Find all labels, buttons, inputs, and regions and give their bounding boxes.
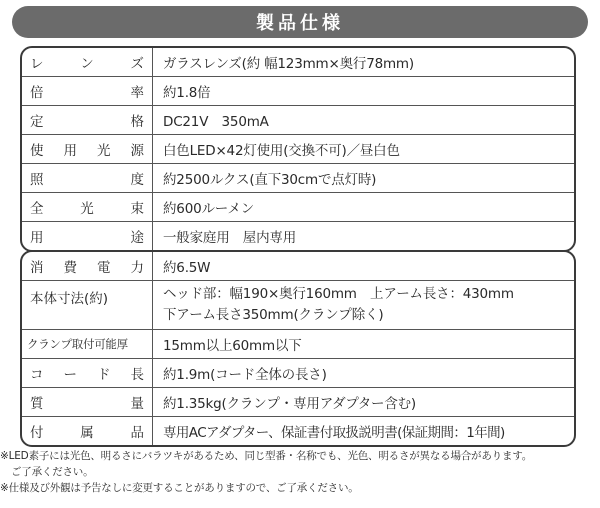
spec-value-size-line2: 下アーム長さ350mm(クランプ除く)	[163, 307, 384, 323]
spec-label-luminous-flux: 全 光 束	[22, 193, 153, 221]
spec-table-body	[20, 250, 576, 447]
spec-label-accessory: 付 属 品	[22, 417, 153, 445]
spec-row-usage	[22, 222, 574, 250]
spec-label-lens: レ ン ズ	[22, 48, 153, 76]
spec-label-illuminance: 照 度	[22, 164, 153, 192]
footnote-led-line2: ご了承ください。	[11, 466, 94, 478]
spec-value-accessory: 専用ACアダプター、保証書付取扱説明書(保証期間：1年間)	[163, 425, 505, 441]
spec-label-size: 本体寸法(約)	[22, 281, 153, 329]
spec-value-cord: 約1.9m(コード全体の長さ)	[163, 367, 327, 383]
spec-label-rating: 定 格	[22, 106, 153, 134]
spec-table-optics	[20, 46, 576, 252]
spec-value-usage: 一般家庭用 屋内専用	[163, 230, 296, 246]
spec-row-clamp	[22, 330, 574, 359]
spec-value-illuminance: 約2500ルクス(直下30cmで点灯時)	[163, 172, 377, 188]
footnote-spec-change: ※仕様及び外観は予告なしに変更することがありますので、ご了承ください。	[0, 482, 359, 494]
spec-row-cord	[22, 359, 574, 388]
title-bar	[12, 6, 588, 38]
spec-label-light-source: 使 用 光 源	[22, 135, 153, 163]
footnote-led-line1: ※LED素子には光色、明るさにバラツキがあるため、同じ型番・名称でも、光色、明るさが異なる場合があります。	[0, 450, 533, 462]
spec-row-accessory	[22, 417, 574, 445]
spec-value-magnification: 約1.8倍	[163, 85, 211, 101]
spec-label-power: 消 費 電 力	[22, 252, 153, 280]
spec-row-lens	[22, 48, 574, 77]
spec-label-usage: 用 途	[22, 222, 153, 250]
spec-value-weight: 約1.35kg(クランプ・専用アダプター含む)	[163, 396, 416, 412]
page-title: 製品仕様	[256, 13, 344, 34]
footnotes	[0, 448, 600, 496]
spec-label-cord: コ ー ド 長	[22, 359, 153, 387]
spec-label-clamp: クランプ取付可能厚	[22, 330, 153, 358]
spec-value-rating: DC21V 350mA	[163, 114, 269, 130]
spec-value-clamp: 15mm以上60mm以下	[163, 338, 302, 354]
spec-row-power	[22, 252, 574, 281]
spec-row-rating	[22, 106, 574, 135]
spec-value-size-line1: ヘッド部：幅190×奥行160mm 上アーム長さ：430mm	[163, 286, 514, 302]
spec-row-light-source	[22, 135, 574, 164]
spec-value-size	[153, 281, 574, 329]
spec-value-light-source: 白色LED×42灯使用(交換不可)／昼白色	[163, 143, 400, 159]
spec-label-magnification: 倍 率	[22, 77, 153, 105]
spec-row-illuminance	[22, 164, 574, 193]
spec-row-magnification	[22, 77, 574, 106]
spec-value-lens: ガラスレンズ(約 幅123mm×奥行78mm)	[163, 56, 414, 72]
spec-row-luminous-flux	[22, 193, 574, 222]
spec-row-size	[22, 281, 574, 330]
spec-value-luminous-flux: 約600ルーメン	[163, 201, 254, 217]
spec-value-power: 約6.5W	[163, 260, 211, 276]
spec-label-weight: 質 量	[22, 388, 153, 416]
spec-row-weight	[22, 388, 574, 417]
